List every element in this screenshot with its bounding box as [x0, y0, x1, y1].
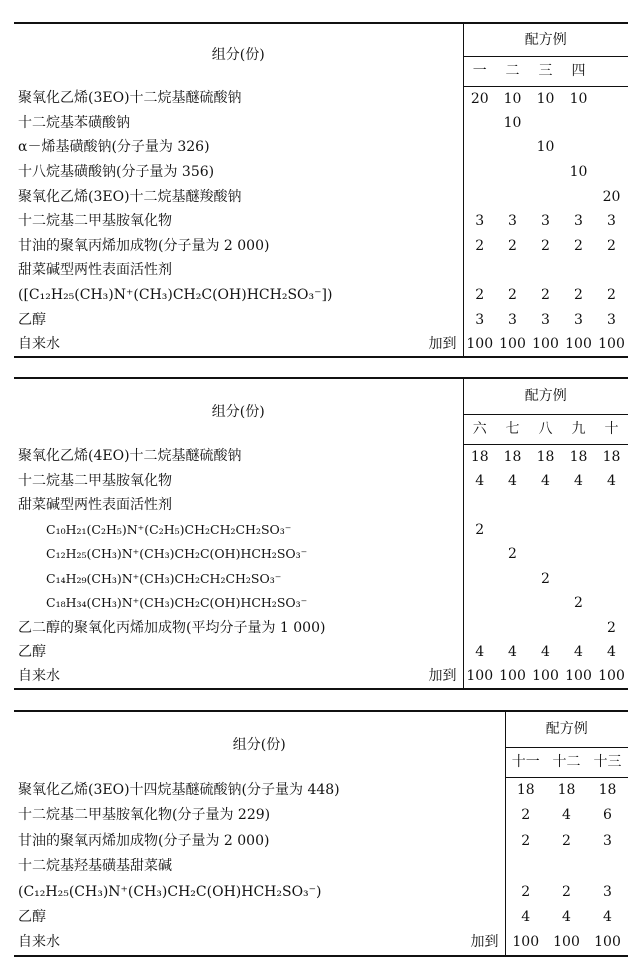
add-to-note: 加到 — [428, 668, 457, 685]
value-cell: 100 — [463, 665, 496, 690]
value-cell: 6 — [603, 807, 612, 824]
value-cell: 2 — [505, 879, 546, 905]
column-header: 一 — [463, 56, 496, 86]
value-cell: 3 — [607, 213, 616, 230]
value-cell — [496, 184, 529, 209]
component-label: 乙醇 — [18, 644, 46, 661]
value-cell: 100 — [529, 332, 562, 357]
formula-table-1 — [14, 22, 628, 358]
table-row — [14, 777, 628, 803]
value-cell: 4 — [541, 472, 550, 489]
component-name — [14, 616, 463, 641]
component-name — [14, 307, 463, 332]
component-label: α－烯基磺酸钠(分子量为 326) — [18, 139, 210, 156]
table-row — [14, 469, 628, 494]
component-name — [14, 493, 463, 518]
value-cell — [529, 518, 562, 543]
value-cell — [529, 258, 562, 283]
table-row — [14, 591, 628, 616]
component-label: 甜菜碱型两性表面活性剂 — [18, 497, 172, 514]
table-row — [14, 86, 628, 111]
value-cell — [595, 518, 628, 543]
value-cell: 4 — [574, 472, 583, 489]
value-cell — [505, 854, 546, 880]
table-row — [14, 283, 628, 308]
component-name — [14, 209, 463, 234]
formula-table-2 — [14, 377, 628, 690]
component-name — [14, 444, 463, 469]
value-cell: 100 — [529, 665, 562, 690]
component-name — [14, 469, 463, 494]
component-name — [14, 86, 463, 111]
component-name — [14, 854, 505, 880]
component-label: 乙醇 — [18, 311, 46, 328]
value-cell: 2 — [541, 570, 550, 587]
value-cell: 2 — [508, 237, 517, 254]
value-cell — [529, 160, 562, 185]
component-name — [14, 777, 505, 803]
value-cell — [496, 135, 529, 160]
component-name — [14, 184, 463, 209]
value-cell: 4 — [508, 644, 517, 661]
table-row — [14, 111, 628, 136]
value-cell: 4 — [574, 644, 583, 661]
column-header: 十 — [595, 414, 628, 444]
value-cell — [529, 493, 562, 518]
value-cell: 2 — [505, 803, 546, 829]
add-to-note: 加到 — [428, 335, 457, 352]
column-header: 十一 — [505, 747, 546, 777]
column-header — [595, 56, 628, 86]
component-label: 乙醇 — [18, 909, 46, 926]
component-label: 十二烷基苯磺酸钠 — [18, 114, 130, 131]
value-cell: 3 — [463, 209, 496, 234]
value-cell: 18 — [536, 448, 555, 465]
value-cell: 2 — [463, 283, 496, 308]
value-cell — [595, 160, 628, 185]
value-cell — [595, 258, 628, 283]
column-header: 三 — [529, 56, 562, 86]
column-header: 九 — [562, 414, 595, 444]
value-cell: 100 — [496, 332, 529, 357]
component-header: 组分(份) — [14, 378, 463, 444]
value-cell — [529, 184, 562, 209]
value-cell: 4 — [562, 909, 571, 926]
table-row — [14, 307, 628, 332]
value-cell — [562, 493, 595, 518]
value-cell — [562, 518, 595, 543]
table-row — [14, 234, 628, 259]
value-cell: 18 — [569, 448, 588, 465]
table-row — [14, 135, 628, 160]
value-cell: 18 — [463, 444, 496, 469]
value-cell — [496, 160, 529, 185]
component-label: 十二烷基二甲基胺氧化物 — [18, 213, 172, 230]
table-row — [14, 160, 628, 185]
component-label: ([C₁₂H₂₅(CH₃)N⁺(CH₃)CH₂C(OH)HCH₂SO₃⁻]) — [18, 287, 333, 304]
value-cell: 100 — [505, 930, 546, 956]
value-cell — [562, 258, 595, 283]
component-label: 乙二醇的聚氧化丙烯加成物(平均分子量为 1 000) — [18, 619, 326, 636]
component-name — [14, 591, 463, 616]
component-name — [14, 135, 463, 160]
column-header: 七 — [496, 414, 529, 444]
value-cell: 100 — [546, 930, 587, 956]
value-cell: 10 — [536, 90, 555, 107]
value-cell — [463, 567, 496, 592]
value-cell — [595, 493, 628, 518]
value-cell: 18 — [505, 777, 546, 803]
column-header: 十二 — [546, 747, 587, 777]
value-cell: 4 — [607, 472, 616, 489]
value-cell — [562, 184, 595, 209]
formula-group-label: 配方例 — [463, 23, 628, 56]
component-label: 十二烷基羟基磺基甜菜碱 — [18, 858, 172, 875]
table-row — [14, 258, 628, 283]
value-cell — [595, 542, 628, 567]
component-name — [14, 518, 463, 543]
component-label: 自来水 — [18, 668, 60, 685]
value-cell: 18 — [598, 782, 617, 798]
table-row — [14, 854, 628, 880]
component-name — [14, 567, 463, 592]
component-label: 甜菜碱型两性表面活性剂 — [18, 262, 172, 279]
component-label: 十二烷基二甲基胺氧化物(分子量为 229) — [18, 807, 271, 824]
value-cell: 4 — [541, 644, 550, 661]
component-label: 自来水 — [18, 335, 60, 352]
value-cell: 2 — [541, 237, 550, 254]
value-cell — [529, 111, 562, 136]
component-label: 十二烷基二甲基胺氧化物 — [18, 472, 172, 489]
component-name — [14, 111, 463, 136]
table-row — [14, 444, 628, 469]
value-cell: 3 — [508, 213, 517, 230]
value-cell: 100 — [587, 930, 628, 956]
value-cell: 100 — [562, 665, 595, 690]
value-cell: 3 — [463, 307, 496, 332]
component-name — [14, 542, 463, 567]
value-cell: 2 — [508, 287, 517, 304]
value-cell: 4 — [463, 640, 496, 665]
value-cell: 18 — [602, 448, 621, 465]
value-cell: 3 — [541, 213, 550, 230]
table-row — [14, 493, 628, 518]
value-cell — [595, 567, 628, 592]
add-to-note: 加到 — [470, 934, 499, 951]
component-label: 聚氧化乙烯(3EO)十二烷基醚羧酸钠 — [18, 188, 242, 205]
value-cell: 2 — [607, 237, 616, 254]
value-cell: 18 — [557, 782, 576, 798]
value-cell: 2 — [607, 619, 616, 636]
component-label: C₁₂H₂₅(CH₃)N⁺(CH₃)CH₂C(OH)HCH₂SO₃⁻ — [46, 546, 308, 561]
value-cell: 100 — [595, 332, 628, 357]
component-name — [14, 803, 505, 829]
component-name — [14, 332, 463, 357]
value-cell: 4 — [505, 905, 546, 931]
value-cell: 3 — [603, 832, 612, 849]
value-cell — [496, 258, 529, 283]
table-row — [14, 905, 628, 931]
component-name — [14, 905, 505, 931]
table-row — [14, 542, 628, 567]
value-cell: 2 — [541, 287, 550, 304]
value-cell: 2 — [463, 518, 496, 543]
value-cell — [463, 493, 496, 518]
component-name — [14, 283, 463, 308]
value-cell — [562, 567, 595, 592]
value-cell — [496, 493, 529, 518]
value-cell: 2 — [562, 883, 571, 900]
component-name — [14, 879, 505, 905]
component-name — [14, 828, 505, 854]
value-cell: 18 — [503, 448, 522, 465]
table-row — [14, 640, 628, 665]
table-row — [14, 930, 628, 956]
value-cell — [463, 111, 496, 136]
component-label: 甘油的聚氧丙烯加成物(分子量为 2 000) — [18, 237, 270, 254]
value-cell — [562, 542, 595, 567]
value-cell: 10 — [503, 90, 522, 107]
value-cell: 2 — [562, 832, 571, 849]
value-cell — [463, 135, 496, 160]
component-name — [14, 640, 463, 665]
value-cell: 3 — [603, 883, 612, 900]
table-row — [14, 518, 628, 543]
value-cell: 100 — [562, 332, 595, 357]
value-cell — [546, 854, 587, 880]
value-cell: 3 — [607, 311, 616, 328]
value-cell: 2 — [505, 828, 546, 854]
component-name — [14, 665, 463, 690]
value-cell — [496, 591, 529, 616]
value-cell — [463, 184, 496, 209]
value-cell — [496, 616, 529, 641]
formula-group-label: 配方例 — [505, 711, 628, 747]
value-cell — [529, 616, 562, 641]
value-cell: 4 — [508, 472, 517, 489]
component-name — [14, 160, 463, 185]
value-cell: 100 — [496, 665, 529, 690]
value-cell: 2 — [574, 237, 583, 254]
value-cell: 100 — [463, 332, 496, 357]
value-cell: 3 — [508, 311, 517, 328]
component-label: 十八烷基磺酸钠(分子量为 356) — [18, 164, 215, 181]
value-cell — [463, 258, 496, 283]
value-cell: 100 — [595, 665, 628, 690]
value-cell — [463, 616, 496, 641]
column-header: 十三 — [587, 747, 628, 777]
table-row — [14, 879, 628, 905]
column-header: 六 — [463, 414, 496, 444]
value-cell: 2 — [463, 234, 496, 259]
value-cell — [496, 518, 529, 543]
table-row — [14, 567, 628, 592]
component-label: 甘油的聚氧丙烯加成物(分子量为 2 000) — [18, 832, 270, 849]
value-cell — [595, 591, 628, 616]
value-cell: 3 — [541, 311, 550, 328]
component-label: 聚氧化乙烯(3EO)十四烷基醚硫酸钠(分子量为 448) — [18, 781, 340, 798]
value-cell — [562, 135, 595, 160]
table-row — [14, 803, 628, 829]
value-cell: 20 — [463, 86, 496, 111]
value-cell — [463, 591, 496, 616]
component-header: 组分(份) — [14, 23, 463, 86]
value-cell — [587, 854, 628, 880]
component-label: 聚氧化乙烯(3EO)十二烷基醚硫酸钠 — [18, 90, 242, 107]
value-cell: 4 — [463, 469, 496, 494]
formula-group-label: 配方例 — [463, 378, 628, 414]
component-label: (C₁₂H₂₅(CH₃)N⁺(CH₃)CH₂C(OH)HCH₂SO₃⁻) — [18, 883, 322, 900]
component-name — [14, 258, 463, 283]
column-header: 二 — [496, 56, 529, 86]
component-name — [14, 234, 463, 259]
value-cell: 2 — [574, 595, 583, 612]
table-row — [14, 332, 628, 357]
column-header: 八 — [529, 414, 562, 444]
component-label: C₁₄H₂₉(CH₃)N⁺(CH₃)CH₂CH₂CH₂SO₃⁻ — [46, 570, 282, 586]
value-cell — [496, 567, 529, 592]
component-header: 组分(份) — [14, 711, 505, 777]
value-cell: 20 — [602, 188, 621, 205]
table-row — [14, 828, 628, 854]
value-cell: 3 — [574, 311, 583, 328]
value-cell: 4 — [607, 644, 616, 661]
table-row — [14, 209, 628, 234]
value-cell: 2 — [607, 287, 616, 304]
value-cell — [595, 135, 628, 160]
value-cell: 4 — [603, 909, 612, 926]
column-header: 四 — [562, 56, 595, 86]
value-cell — [529, 542, 562, 567]
value-cell — [463, 542, 496, 567]
component-label: C₁₀H₂₁(C₂H₅)N⁺(C₂H₅)CH₂CH₂CH₂SO₃⁻ — [46, 521, 292, 537]
component-label: 自来水 — [18, 934, 60, 951]
value-cell — [562, 111, 595, 136]
table-row — [14, 184, 628, 209]
value-cell: 10 — [536, 139, 555, 156]
value-cell: 10 — [503, 114, 522, 131]
value-cell — [463, 160, 496, 185]
value-cell — [595, 86, 628, 111]
value-cell — [529, 591, 562, 616]
value-cell — [595, 111, 628, 136]
component-label: C₁₈H₃₄(CH₃)N⁺(CH₃)CH₂C(OH)HCH₂SO₃⁻ — [46, 595, 308, 610]
value-cell: 10 — [569, 90, 588, 107]
table-row — [14, 616, 628, 641]
value-cell: 3 — [574, 213, 583, 230]
value-cell — [562, 616, 595, 641]
value-cell: 2 — [574, 287, 583, 304]
value-cell: 10 — [569, 164, 588, 181]
table-row — [14, 665, 628, 690]
component-label: 聚氧化乙烯(4EO)十二烷基醚硫酸钠 — [18, 448, 242, 465]
value-cell: 2 — [508, 546, 517, 563]
component-name — [14, 930, 505, 956]
value-cell: 4 — [562, 807, 571, 824]
formula-table-3 — [14, 710, 628, 957]
